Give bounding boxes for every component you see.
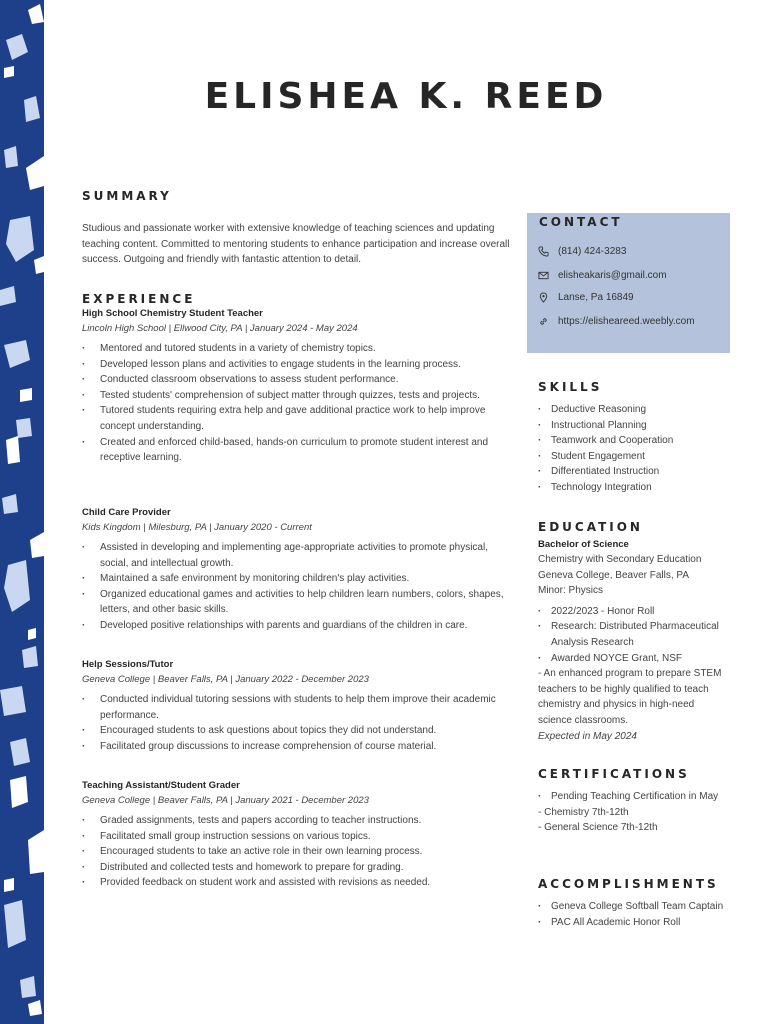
school: Geneva College, Beaver Falls, PA: [538, 569, 690, 581]
skill-item: · Instructional Planning: [538, 418, 730, 434]
degree: Bachelor of Science: [538, 539, 629, 550]
accomplishment-item: · PAC All Academic Honor Roll: [538, 915, 730, 931]
education-bullet: · 2022/2023 - Honor Roll: [538, 604, 730, 620]
contact-email: [538, 270, 667, 281]
job-bullet: · Facilitated small group instruction sessions on various topics.: [82, 829, 512, 845]
job-bullet: · Developed lesson plans and activities to engage students in the learning process.: [82, 357, 512, 373]
job-bullet: · Assisted in developing and implementing age-appropriate activities to promote physical, social, and intellectual growth.: [82, 540, 512, 571]
contact-location: [538, 292, 634, 303]
accomplishments-heading: ACCOMPLISHMENTS: [538, 877, 719, 891]
job-1: [82, 307, 512, 466]
job-employer-dates: Geneva College | Beaver Falls, PA | January 2021 - December 2023: [82, 795, 369, 806]
contact-heading: CONTACT: [539, 215, 623, 229]
education-bullet: · Research: Distributed Pharmaceutical Analysis Research: [538, 619, 730, 650]
skill-item: · Deductive Reasoning: [538, 402, 730, 418]
location-text: Lanse, Pa 16849: [558, 292, 634, 303]
major: Chemistry with Secondary Education: [538, 554, 702, 565]
program-note: - An enhanced program to prepare STEM teachers to be highly qualified to teach chemistry and physics in high-need science classrooms.: [538, 668, 722, 726]
job-bullets: [82, 692, 512, 754]
job-employer-dates: Kids Kingdom | Milesburg, PA | January 2020 - Current: [82, 522, 312, 533]
contact-box: [527, 213, 730, 353]
contact-website: [538, 316, 695, 327]
job-bullet: · Graded assignments, tests and papers according to teacher instructions.: [82, 813, 512, 829]
job-title: High School Chemistry Student Teacher: [82, 308, 263, 319]
education-bullet: · Awarded NOYCE Grant, NSF: [538, 651, 730, 667]
job-title: Help Sessions/Tutor: [82, 659, 174, 670]
link-icon: [538, 316, 549, 327]
job-bullet: · Tutored students requiring extra help and gave additional practice work to help improve concept understanding.: [82, 403, 512, 434]
accomplishment-item: · Geneva College Softball Team Captain: [538, 899, 730, 915]
skills-list: [538, 402, 730, 496]
job-bullet: · Created and enforced child-based, hands-on curriculum to promote student interest and receptive learning.: [82, 435, 512, 466]
certification-line: - General Science 7th-12th: [538, 822, 658, 834]
job-bullet: · Encouraged students to take an active role in their own learning process.: [82, 844, 512, 860]
phone-number[interactable]: (814) 424-3283: [558, 246, 627, 257]
job-bullets: [82, 540, 512, 634]
terrazzo-pattern: [0, 0, 44, 1024]
candidate-name: ELISHEA K. REED: [204, 76, 608, 117]
accomplishments-list: [538, 899, 730, 930]
minor: Minor: Physics: [538, 585, 604, 597]
contact-phone: [538, 246, 626, 257]
education-block: [538, 538, 730, 744]
certification-line: - Chemistry 7th-12th: [538, 806, 629, 818]
website-link[interactable]: https://elisheareed.weebly.com: [558, 316, 695, 327]
job-bullet: · Tested students' comprehension of subject matter through quizzes, tests and projects.: [82, 388, 512, 404]
decorative-sidebar-stripe: [0, 0, 44, 1024]
skill-item: · Teamwork and Cooperation: [538, 433, 730, 449]
job-bullet: · Conducted individual tutoring sessions with students to help them improve their academic performance.: [82, 692, 512, 723]
job-2: [82, 506, 512, 634]
skill-item: · Student Engagement: [538, 449, 730, 465]
summary-text: Studious and passionate worker with extensive knowledge of teaching sciences and updating teaching content. Committed to mentoring students to enhance participation and increase overall success. Outgoing and friendly with fantastic attention to detail.: [82, 223, 510, 266]
mail-icon: [538, 270, 549, 281]
skills-heading: SKILLS: [538, 380, 603, 394]
location-pin-icon: [538, 292, 549, 303]
job-bullet: · Organized educational games and activities to help children learn numbers, colors, shapes, letters, and other basic skills.: [82, 587, 512, 618]
certifications-heading: CERTIFICATIONS: [538, 767, 690, 781]
certification-bullets: [538, 789, 730, 805]
job-bullet: · Facilitated group discussions to increase comprehension of course material.: [82, 739, 512, 755]
email-address[interactable]: elisheakaris@gmail.com: [558, 270, 667, 281]
job-3: [82, 658, 512, 754]
certifications-block: [538, 789, 730, 836]
skill-item: · Differentiated Instruction: [538, 464, 730, 480]
job-title: Teaching Assistant/Student Grader: [82, 780, 240, 791]
education-bullets: [538, 604, 730, 666]
job-bullet: · Provided feedback on student work and assisted with revisions as needed.: [82, 875, 512, 891]
job-bullet: · Maintained a safe environment by monitoring children's play activities.: [82, 571, 512, 587]
job-bullet: · Developed positive relationships with parents and guardians of the children in care.: [82, 618, 512, 634]
job-bullet: · Encouraged students to ask questions about topics they did not understand.: [82, 723, 512, 739]
skill-item: · Technology Integration: [538, 480, 730, 496]
job-employer-dates: Geneva College | Beaver Falls, PA | January 2022 - December 2023: [82, 674, 369, 685]
job-title: Child Care Provider: [82, 507, 171, 518]
job-employer-dates: Lincoln High School | Ellwood City, PA | January 2024 - May 2024: [82, 323, 358, 334]
experience-heading: EXPERIENCE: [82, 292, 196, 306]
job-bullet: · Distributed and collected tests and homework to prepare for grading.: [82, 860, 512, 876]
job-bullets: [82, 813, 512, 891]
certification-bullet: · Pending Teaching Certification in May: [538, 789, 730, 805]
job-bullets: [82, 341, 512, 466]
summary-heading: SUMMARY: [82, 189, 172, 203]
job-bullet: · Conducted classroom observations to assess student performance.: [82, 372, 512, 388]
job-4: [82, 779, 512, 891]
job-bullet: · Mentored and tutored students in a variety of chemistry topics.: [82, 341, 512, 357]
phone-icon: [538, 246, 549, 257]
expected-date: Expected in May 2024: [538, 730, 637, 742]
education-heading: EDUCATION: [538, 520, 643, 534]
